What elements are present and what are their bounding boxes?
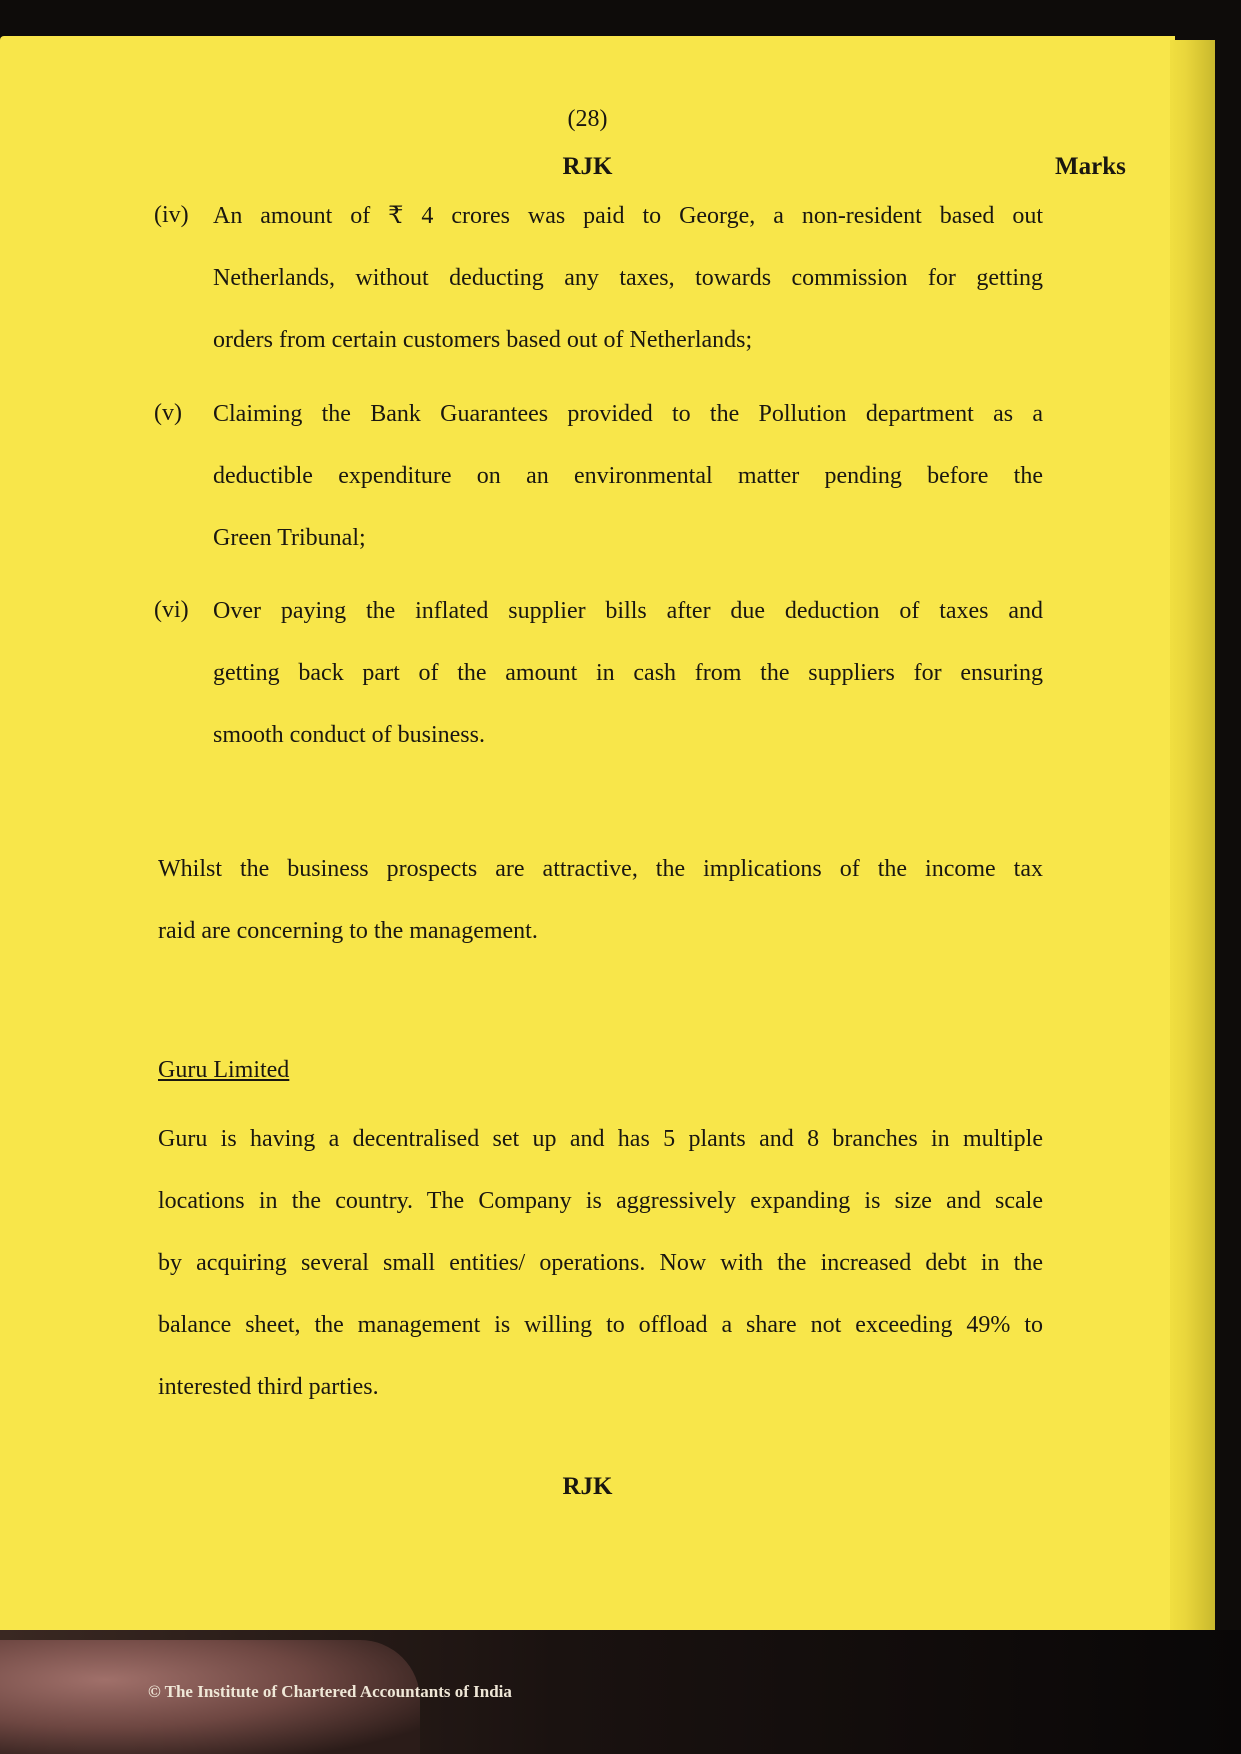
paper-code-top: RJK — [562, 153, 613, 180]
text-line: smooth conduct of business. — [213, 722, 485, 748]
page-stack-edge — [1170, 40, 1215, 1632]
text-line: Netherlands, without deducting any taxes, towards commission for getting — [213, 265, 1043, 291]
paper-code-bottom: RJK — [562, 1473, 613, 1500]
section-heading: Guru Limited — [158, 1057, 290, 1083]
text-line: Green Tribunal; — [213, 525, 366, 551]
text-line: balance sheet, the management is willing to offload a share not exceeding 49% to — [158, 1312, 1043, 1338]
item-iv-text — [213, 185, 1043, 371]
text-line: Whilst the business prospects are attractive, the implications of the income tax — [158, 856, 1043, 882]
section-body — [158, 1108, 1043, 1418]
text-line: orders from certain customers based out of Netherlands; — [213, 327, 753, 353]
text-line: Claiming the Bank Guarantees provided to the Pollution department as a — [213, 401, 1043, 427]
text-line: Guru is having a decentralised set up and has 5 plants and 8 branches in multiple — [158, 1126, 1043, 1152]
text-line: raid are concerning to the management. — [158, 918, 538, 944]
item-label-vi: (vi) — [154, 597, 189, 623]
text-line: locations in the country. The Company is aggressively expanding is size and scale — [158, 1188, 1043, 1214]
item-label-v: (v) — [154, 400, 182, 426]
text-line: deductible expenditure on an environmental matter pending before the — [213, 463, 1043, 489]
text-line: getting back part of the amount in cash from the suppliers for ensuring — [213, 660, 1043, 686]
page-number: (28) — [567, 106, 608, 132]
item-vi-text — [213, 580, 1043, 766]
copyright-notice: © The Institute of Chartered Accountants of India — [148, 1682, 512, 1701]
text-line: by acquiring several small entities/ operations. Now with the increased debt in the — [158, 1250, 1043, 1276]
item-v-text — [213, 383, 1043, 569]
text-line: interested third parties. — [158, 1374, 379, 1400]
text-line: Over paying the inflated supplier bills after due deduction of taxes and — [213, 598, 1043, 624]
text-line: An amount of ₹ 4 crores was paid to George, a non-resident based out — [213, 203, 1043, 229]
item-label-iv: (iv) — [154, 202, 189, 228]
marks-column-label: Marks — [1055, 153, 1126, 180]
concluding-paragraph — [158, 838, 1043, 962]
